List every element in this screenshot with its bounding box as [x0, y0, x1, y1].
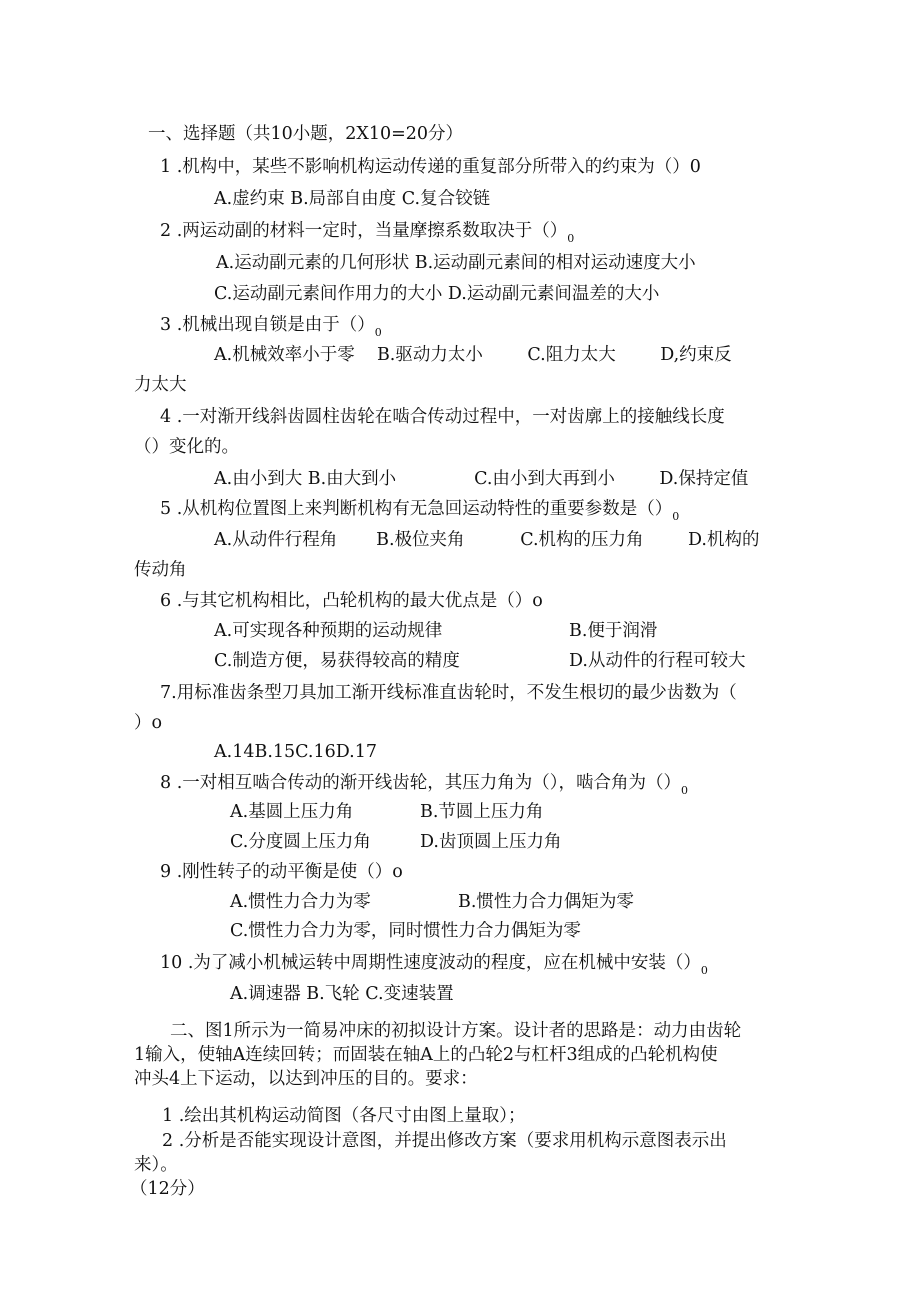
q10-options: A.调速器 B.飞轮 C.变速装置: [230, 984, 454, 1004]
q10-stem-text: 10 .为了减小机械运转中周期性速度波动的程度，应在机械中安装（）: [160, 953, 701, 973]
q6-option-d: D.从动件的行程可较大: [569, 651, 746, 671]
q6-stem: 6 .与其它机构相比，凸轮机构的最大优点是（）o: [160, 591, 543, 611]
q5-option-line-1: A.从动件行程角 B.极位夹角 C.机构的压力角 D.机构的: [214, 530, 760, 550]
q8-option-b: B.节圆上压力角: [420, 802, 544, 822]
q1-options: A.虚约束 B.局部自由度 C.复合铰链: [214, 189, 491, 209]
q3-option-line-2: 力太大: [134, 375, 187, 395]
q3-stem-text: 3 .机械出现自锁是由于（）: [160, 315, 375, 335]
section1-header: 一、选择题（共10小题，2X10=20分）: [148, 124, 464, 144]
q8-option-a: A.基圆上压力角: [230, 802, 354, 822]
q6-option-a: A.可实现各种预期的运动规律: [214, 621, 443, 641]
q2-option-line-2: C.运动副元素间作用力的大小 D.运动副元素间温差的大小: [214, 284, 660, 304]
q9-option-a: A.惯性力合力为零: [230, 892, 371, 912]
q4-stem-line-1: 4 .一对渐开线斜齿圆柱齿轮在啮合传动过程中，一对齿廓上的接触线长度: [160, 407, 725, 427]
section2-line-3: 冲头4上下运动，以达到冲压的目的。要求：: [134, 1069, 478, 1089]
q2-stem-text: 2 .两运动副的材料一定时，当量摩擦系数取决于（）: [160, 221, 568, 241]
q8-option-c: C.分度圆上压力角: [230, 832, 371, 852]
q2-option-line-1: A.运动副元素的几何形状 B.运动副元素间的相对运动速度大小: [216, 253, 696, 273]
q7-options: A.14B.15C.16D.17: [214, 742, 377, 762]
q2-mark: 0: [567, 232, 575, 245]
q6-option-b: B.便于润滑: [569, 621, 658, 641]
q8-mark: 0: [681, 784, 689, 797]
section2-requirement-2-line-1: 2 .分析是否能实现设计意图，并提出修改方案（要求用机构示意图表示出: [162, 1131, 727, 1151]
section2-requirement-1: 1 .绘出其机构运动简图（各尺寸由图上量取）；: [162, 1106, 526, 1126]
section2-line-1: 二、图1所示为一简易冲床的初拟设计方案。设计者的思路是：动力由齿轮: [170, 1021, 742, 1041]
q9-option-b: B.惯性力合力偶矩为零: [458, 892, 634, 912]
q5-option-line-2: 传动角: [134, 560, 187, 580]
q8-stem-text: 8 .一对相互啮合传动的渐开线齿轮，其压力角为（），啮合角为（）: [160, 773, 682, 793]
q8-option-d: D.齿顶圆上压力角: [420, 832, 562, 852]
section2-requirement-2-line-2: 来）。: [134, 1155, 178, 1175]
q5-mark: 0: [672, 510, 680, 523]
q3-stem: [160, 312, 382, 340]
q4-options: A.由小到大 B.由大到小 C.由小到大再到小 D.保持定值: [214, 469, 749, 489]
q2-stem: [160, 218, 574, 246]
section2-score: （12分）: [130, 1179, 205, 1199]
q3-option-line-1: A.机械效率小于零 B.驱动力太小 C.阻力太大 D,约束反: [214, 345, 732, 365]
q10-stem: [160, 950, 708, 978]
q5-stem: [160, 496, 679, 524]
q7-stem-line-1: 7.用标准齿条型刀具加工渐开线标准直齿轮时，不发生根切的最少齿数为（: [160, 683, 737, 703]
q10-mark: 0: [700, 964, 708, 977]
q3-mark: 0: [374, 326, 382, 339]
section2-line-2: 1输入，使轴A连续回转；而固装在轴A上的凸轮2与杠杆3组成的凸轮机构使: [134, 1045, 718, 1065]
q7-stem-line-2: ）o: [134, 713, 163, 733]
q9-option-c: C.惯性力合力为零，同时惯性力合力偶矩为零: [230, 921, 581, 941]
q1-stem: 1 .机构中，某些不影响机构运动传递的重复部分所带入的约束为（）0: [160, 157, 701, 177]
q6-option-c: C.制造方便，易获得较高的精度: [214, 651, 460, 671]
q9-stem: 9 .刚性转子的动平衡是使（）o: [160, 862, 403, 882]
q4-stem-line-2: （）变化的。: [134, 437, 239, 457]
q8-stem: [160, 770, 688, 798]
q5-stem-text: 5 .从机构位置图上来判断机构有无急回运动特性的重要参数是（）: [160, 499, 673, 519]
